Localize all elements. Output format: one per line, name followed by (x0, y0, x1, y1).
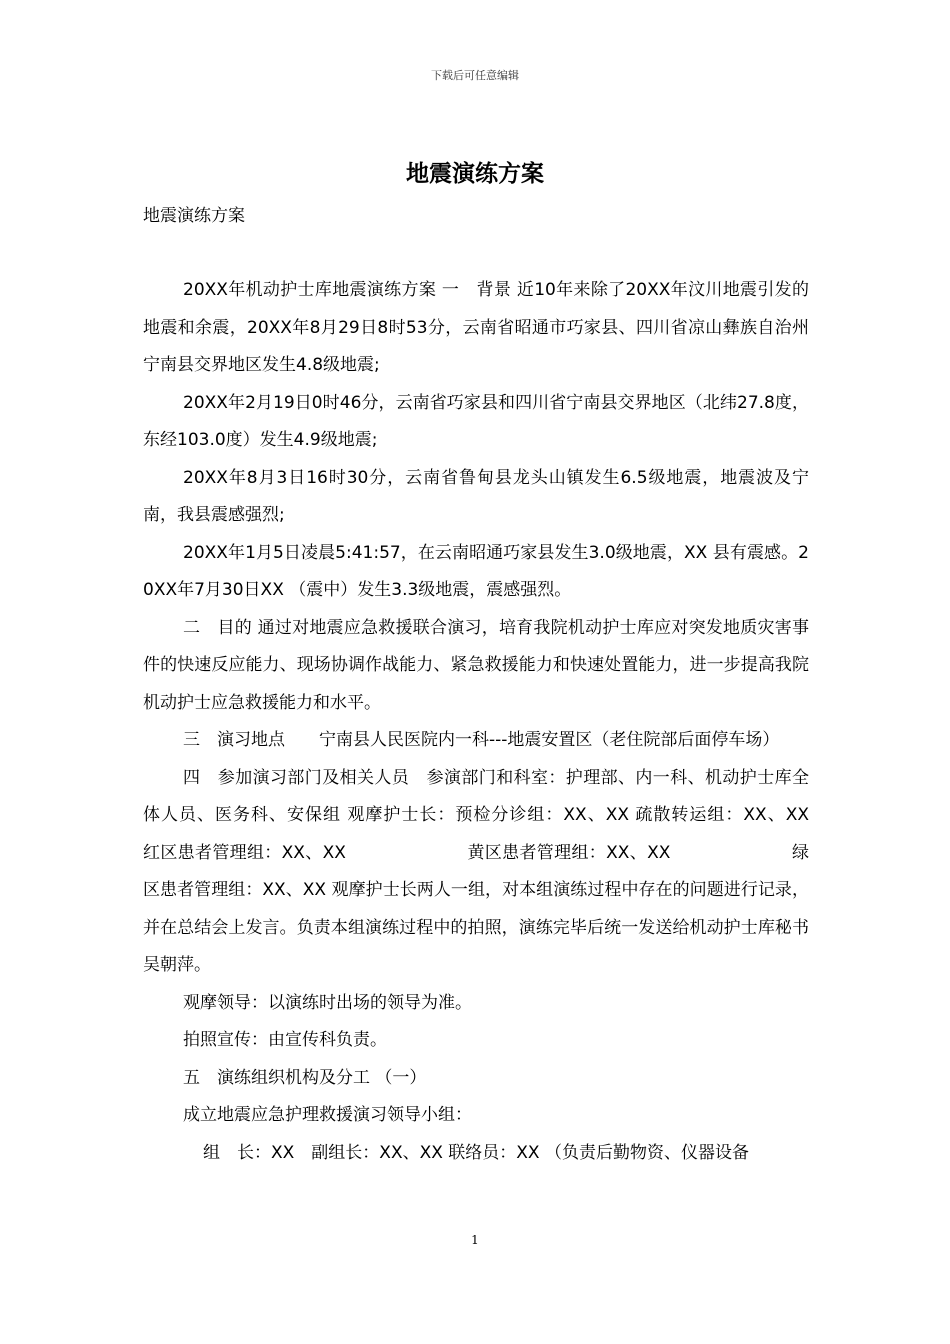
page-number: 1 (471, 1233, 479, 1247)
paragraph-quake-feb: 20XX年2月19日0时46分，云南省巧家县和四川省宁南县交界地区（北纬27.8度，东经103.0度）发生4.9级地震; (143, 392, 809, 450)
paragraph-quake-jan: 20XX年1月5日凌晨5:41:57，在云南昭通巧家县发生3.0级地震，XX 县有震感。20XX年7月30日XX （震中）发生3.3级地震，震感强烈。 (143, 542, 809, 600)
document-subtitle: 地震演练方案 (143, 206, 245, 226)
paragraph-background: 20XX年机动护士库地震演练方案 一 背景 近10年来除了20XX年汶川地震引发的地震和余震，20XX年8月29日8时53分，云南省昭通市巧家县、四川省凉山彝族自治州宁南县交界地区发生4.8级地震; (143, 280, 809, 375)
header-note: 下载后可任意编辑 (431, 69, 519, 82)
paragraph-participants: 四 参加演习部门及相关人员 参演部门和科室：护理部、内一科、机动护士库全体人员、医务科、安保组 观摩护士长：预检分诊组：XX、XX 疏散转运组：XX、XX 红区患者管理组：XX、XX 黄区患者管理组：XX、XX 绿区患者管理组：XX、XX 观摩护士长两人一组，对本组演练过程中存在的问题进行记录，并在总结会上发言。负责本组演练过程中的拍照，演练完毕后统一发送给机动护士库秘书吴朝萍。 (143, 767, 945, 975)
paragraph-organization-heading: 五 演练组织机构及分工 （一） (183, 1067, 427, 1088)
document-body (143, 272, 945, 1172)
paragraph-quake-aug: 20XX年8月3日16时30分，云南省鲁甸县龙头山镇发生6.5级地震，地震波及宁南，我县震感强烈; (143, 467, 809, 525)
paragraph-observing-leaders: 观摩领导：以演练时出场的领导为准。 (183, 992, 472, 1013)
paragraph-purpose: 二 目的 通过对地震应急救援联合演习，培育我院机动护士库应对突发地质灾害事件的快速反应能力、现场协调作战能力、紧急救援能力和快速处置能力，进一步提高我院机动护士应急救援能力和水平。 (143, 617, 809, 713)
paragraph-leadership-group: 成立地震应急护理救援演习领导小组： (183, 1105, 472, 1125)
paragraph-location: 三 演习地点 宁南县人民医院内一科---地震安置区（老住院部后面停车场） (183, 730, 780, 750)
document-title: 地震演练方案 (406, 161, 544, 187)
paragraph-group-members: 组 长：XX 副组长：XX、XX 联络员：XX （负责后勤物资、仪器设备 (203, 1142, 749, 1163)
paragraph-photo-publicity: 拍照宣传：由宣传科负责。 (183, 1030, 387, 1050)
